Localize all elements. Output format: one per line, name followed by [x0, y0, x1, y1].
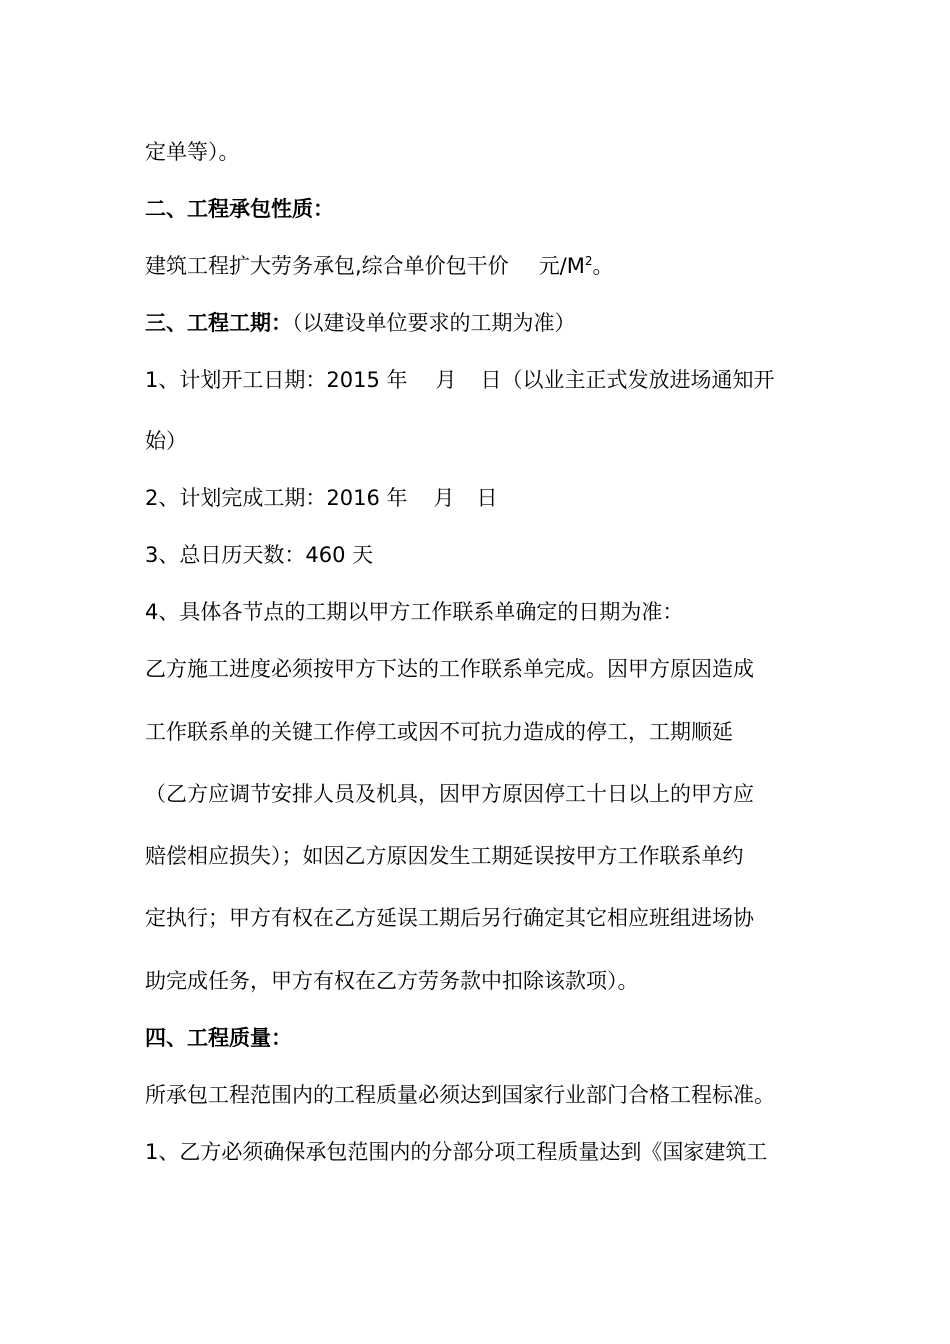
paragraph-line	[145, 966, 810, 996]
finish-date-label: 2、计划完成工期：2016 年	[145, 486, 408, 510]
paragraph-text: （乙方应调节安排人员及机具，因甲方原因停工十日以上的甲方应	[145, 782, 754, 806]
unit-price-unit: 元/M	[538, 254, 585, 278]
text-line	[145, 426, 810, 456]
paragraph-line	[145, 717, 810, 747]
schedule-item-start	[145, 365, 810, 395]
paragraph-line	[145, 903, 810, 933]
schedule-item-milestones	[145, 597, 810, 627]
paragraph-text: 定执行；甲方有权在乙方延误工期后另行确定其它相应班组进场协	[145, 906, 754, 930]
start-date-note: （以业主正式发放进场通知开	[501, 368, 775, 392]
finish-date-day: 日	[476, 486, 498, 510]
unit-price-end: 。	[592, 254, 614, 278]
paragraph-line	[145, 841, 810, 871]
paragraph-line	[145, 654, 810, 684]
start-date-day: 日	[480, 368, 502, 392]
schedule-item-finish	[145, 483, 810, 513]
unit-price-text: 建筑工程扩大劳务承包,综合单价包干价	[145, 254, 509, 278]
paragraph-text: 助完成任务，甲方有权在乙方劳务款中扣除该款项）。	[145, 969, 639, 993]
total-days-text: 3、总日历天数：460 天	[145, 543, 374, 567]
paragraph-text: 赔偿相应损失）；如因乙方原因发生工期延误按甲方工作联系单约	[145, 844, 744, 868]
text-line-unit-price	[145, 251, 810, 281]
section-heading-quality	[145, 1023, 810, 1053]
text-line	[145, 137, 810, 167]
quality-item	[145, 1137, 810, 1167]
paragraph-text: 乙方施工进度必须按甲方下达的工作联系单完成。因甲方原因造成	[145, 657, 754, 681]
text-line-content: 定单等）。	[145, 140, 240, 164]
quality-text: 所承包工程范围内的工程质量必须达到国家行业部门合格工程标准。	[145, 1083, 775, 1107]
milestones-text: 4、具体各节点的工期以甲方工作联系单确定的日期为准：	[145, 600, 684, 624]
section-heading-text: 二、工程承包性质：	[145, 197, 334, 221]
unit-superscript: 2	[584, 254, 593, 268]
quality-line	[145, 1080, 810, 1110]
quality-item-text: 1、乙方必须确保承包范围内的分部分项工程质量达到《国家建筑工	[145, 1140, 768, 1164]
text-line-content: 始）	[145, 429, 187, 453]
section-heading-text: 三、工程工期：	[145, 311, 292, 335]
paragraph-line	[145, 779, 810, 809]
start-date-label: 1、计划开工日期：2015 年	[145, 368, 408, 392]
start-date-month: 月	[435, 368, 457, 392]
section-heading-schedule	[145, 308, 810, 338]
paragraph-text: 工作联系单的关键工作停工或因不可抗力造成的停工，工期顺延	[145, 720, 733, 744]
section-heading-text: 四、工程质量：	[145, 1026, 292, 1050]
finish-date-month: 月	[433, 486, 455, 510]
schedule-item-total-days	[145, 540, 810, 570]
section-heading-note: （以建设单位要求的工期为准）	[292, 311, 576, 335]
section-heading-contract-nature	[145, 194, 810, 224]
